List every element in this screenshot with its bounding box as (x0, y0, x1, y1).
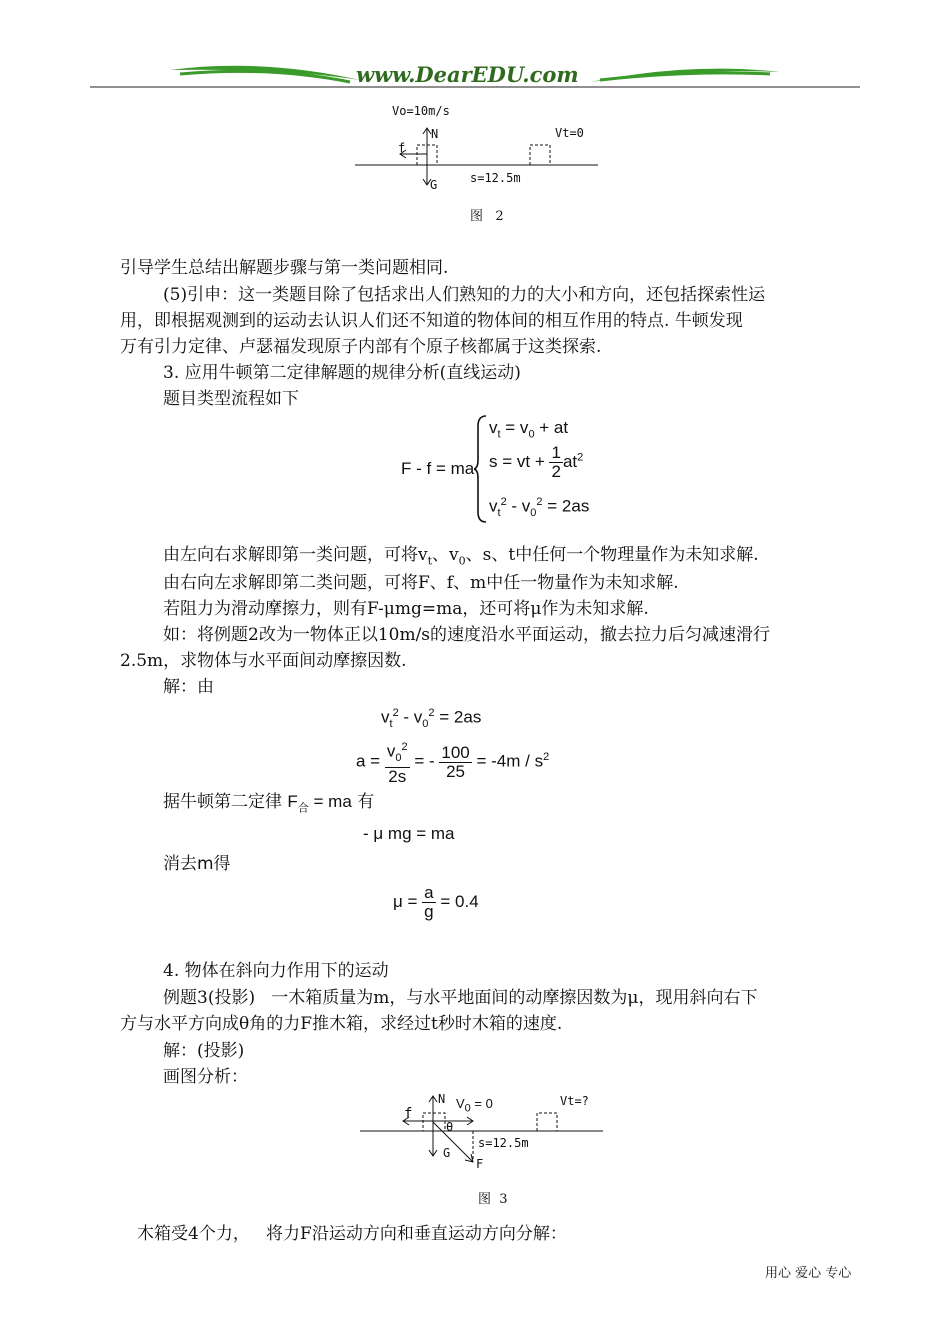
para-12: 4. 物体在斜向力作用下的运动 (163, 961, 389, 981)
brace-icon (474, 414, 488, 524)
eq-lhs: F - f = ma (401, 459, 475, 478)
fig3-F-label: F (476, 1157, 484, 1171)
eq-vt2: $v_t^2 - v_0^2 = 2as$ (381, 707, 482, 731)
eq-sys-1: $v_t = v_0$ + at (489, 418, 569, 441)
para-13a: 例题3(投影) 一木箱质量为m，与水平地面间的动摩擦因数为μ，现用斜向右下 (163, 988, 758, 1008)
fig2-vt-label: Vt=0 (555, 126, 584, 140)
para-6: 由右向左求解即第二类问题，可将F、f、m中任一物量作为未知求解. (163, 573, 679, 593)
fig2-g-label: G (430, 178, 438, 192)
fig2-n-label: N (431, 127, 439, 141)
para-4: 题目类型流程如下 (163, 389, 299, 409)
para-1: 引导学生总结出解题步骤与第一类问题相同. (120, 258, 449, 278)
eq-sys-2: s = vt + $\frac{1}{2}$ $at^2$ (489, 443, 584, 481)
para-14: 解：(投影) (163, 1041, 245, 1061)
fig3-n-label: N (438, 1092, 446, 1106)
fig3-caption: 图 3 (478, 1192, 508, 1207)
logo-text: www.DearEDU.com (356, 62, 579, 87)
footer-text: 用心 爱心 专心 (765, 1266, 852, 1281)
fig2-s-label: s=12.5m (470, 171, 521, 185)
para-11: 消去m得 (163, 854, 231, 874)
para-2a: (5)引申：这一类题目除了包括求出人们熟知的力的大小和方向，还包括探索性运 (163, 285, 766, 305)
para-16: 木箱受4个力， 将力F沿运动方向和垂直运动方向分解： (137, 1224, 567, 1244)
fig3-v0-label: $V_0 = 0$ (456, 1096, 493, 1115)
para-2c: 万有引力定律、卢瑟福发现原子内部有个原子核都属于这类探索. (120, 337, 602, 357)
para-15: 画图分析： (163, 1067, 248, 1087)
fig2-f-label: f (398, 141, 406, 155)
para-7: 若阻力为滑动摩擦力，则有F-μmg=ma，还可将μ作为未知求解. (163, 599, 649, 619)
para-8b: 2.5m，求物体与水平面间动摩擦因数. (120, 651, 407, 671)
fig2-caption: 图 2 (470, 209, 504, 224)
eq-sys-3: $v_t^2 - v_0^2 = 2as$ (489, 496, 590, 520)
para-10: 据牛顿第二定律 $F_合$ = ma 有 (163, 792, 375, 815)
para-3: 3. 应用牛顿第二定律解题的规律分析(直线运动) (163, 363, 521, 383)
fig3-g-label: G (443, 1146, 451, 1160)
para-13b: 方与水平方向成θ角的力F推木箱，求经过t秒时木箱的速度. (120, 1014, 563, 1034)
fig2-v0-label: Vo=10m/s (392, 104, 450, 118)
figure-2-diagram (350, 100, 610, 200)
para-2b: 用，即根据观测到的运动去认识人们还不知道的物体间的相互作用的特点. 牛顿发现 (120, 311, 743, 331)
fig3-vt-label: Vt=? (560, 1094, 589, 1108)
para-5: 由左向右求解即第一类问题，可将$v_t$、$v_0$、s、t中任何一个物理量作为未知求解. (163, 545, 759, 568)
fig3-s-label: s=12.5m (478, 1136, 529, 1150)
para-9: 解：由 (163, 677, 214, 697)
eq-mu: μ = $\frac{a}{g}$ = 0.4 (393, 883, 479, 921)
para-8a: 如：将例题2改为一物体正以10m/s的速度沿水平面运动，撤去拉力后匀减速滑行 (163, 625, 771, 645)
eq-neg-mu: - μ mg = ma (363, 824, 455, 843)
fig3-f-label: f (404, 1106, 413, 1122)
eq-a: a = $\frac{v_0^2}{2s}$ = - $\frac{100}{25}$ = $-4m / s^2$ (356, 738, 549, 786)
fig3-theta-label: θ (446, 1120, 454, 1134)
